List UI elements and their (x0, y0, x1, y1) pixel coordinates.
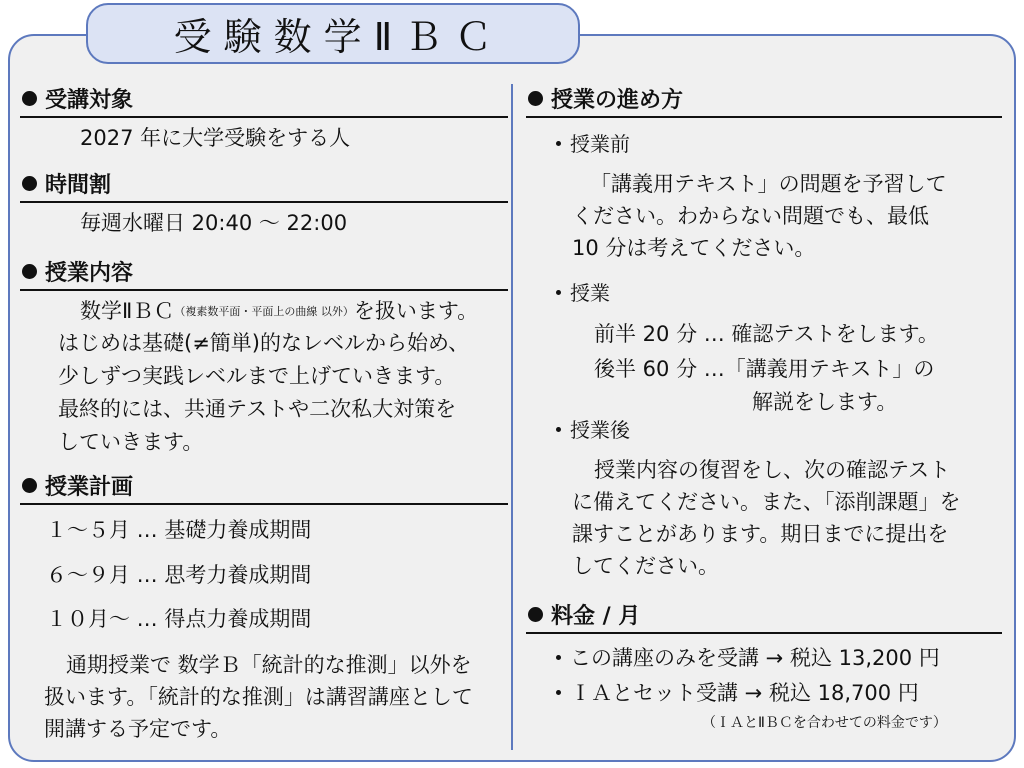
section-heading-target: 受講対象 (22, 90, 133, 112)
target-text: 2027 年に大学受験をする人 (80, 126, 351, 150)
bullet-icon (22, 176, 37, 191)
heading-underline (20, 116, 508, 118)
after-line-2: に備えてください。また、「添削課題」を (572, 490, 961, 514)
bullet-icon (528, 607, 543, 622)
section-heading-fee: 料金 / 月 (528, 606, 640, 628)
fee-item-2: ＩＡとセット受講 → 税込 18,700 円 (556, 683, 919, 704)
content-line-5: していきます。 (58, 430, 204, 454)
fee-item-1: この講座のみを受講 → 税込 13,200 円 (556, 648, 940, 669)
section-heading-plan: 授業計画 (22, 477, 133, 499)
content-line-4: 最終的には、共通テストや二次私大対策を (58, 397, 457, 421)
plan-item-3: １０月〜 … 得点力養成期間 (46, 607, 312, 631)
plan-item-2: ６〜９月 … 思考力養成期間 (46, 563, 312, 587)
fee-note: （ＩＡとⅡＢＣを合わせての料金です） (702, 715, 947, 731)
column-divider (511, 84, 513, 750)
method-after-label: 授業後 (556, 420, 630, 440)
after-line-4: してください。 (572, 554, 719, 578)
bullet-icon (556, 427, 561, 432)
bullet-icon (556, 141, 561, 146)
before-line-1: 「講義用テキスト」の問題を予習して (590, 172, 947, 196)
plan-note-1: 通期授業で 数学Ｂ「統計的な推測」以外を (66, 653, 472, 677)
method-before-label: 授業前 (556, 134, 630, 154)
title-text: 受験数学ⅡＢＣ (173, 15, 505, 59)
content-line-2: はじめは基礎(≠簡単)的なレベルから始め、 (58, 331, 470, 355)
method-during-label: 授業 (556, 283, 610, 303)
heading-underline (526, 116, 1002, 118)
during-second-half-cont: 解説をします。 (752, 390, 898, 414)
content-line-3: 少しずつ実践レベルまで上げていきます。 (58, 364, 456, 388)
during-first-half: 前半 20 分 … 確認テストをします。 (594, 322, 939, 346)
heading-underline (526, 632, 1002, 634)
section-heading-content: 授業内容 (22, 263, 133, 285)
plan-item-1: １〜５月 … 基礎力養成期間 (46, 518, 312, 542)
bullet-icon (22, 264, 37, 279)
during-second-half: 後半 60 分 …「講義用テキスト」の (594, 357, 935, 381)
heading-underline (20, 201, 508, 203)
plan-note-2: 扱います。「統計的な推測」は講習講座として (44, 685, 473, 709)
before-line-2: ください。わからない問題でも、最低 (572, 204, 929, 228)
page-title (86, 3, 580, 64)
plan-note-3: 開講する予定です。 (44, 717, 232, 741)
before-line-3: 10 分は考えてください。 (572, 236, 816, 260)
heading-underline (20, 289, 508, 291)
bullet-icon (556, 290, 561, 295)
bullet-icon (528, 91, 543, 106)
section-heading-schedule: 時間割 (22, 175, 111, 197)
section-heading-method: 授業の進め方 (528, 90, 683, 112)
content-line-1: 数学ⅡＢＣ（複素数平面・平面上の曲線 以外）を扱います。 (80, 299, 479, 323)
heading-underline (20, 503, 508, 505)
bullet-icon (22, 91, 37, 106)
bullet-icon (556, 690, 561, 695)
after-line-3: 課すことがあります。期日までに提出を (572, 522, 949, 546)
after-line-1: 授業内容の復習をし、次の確認テスト (594, 458, 951, 482)
bullet-icon (22, 478, 37, 493)
bullet-icon (556, 655, 561, 660)
schedule-text: 毎週水曜日 20:40 〜 22:00 (80, 211, 348, 235)
